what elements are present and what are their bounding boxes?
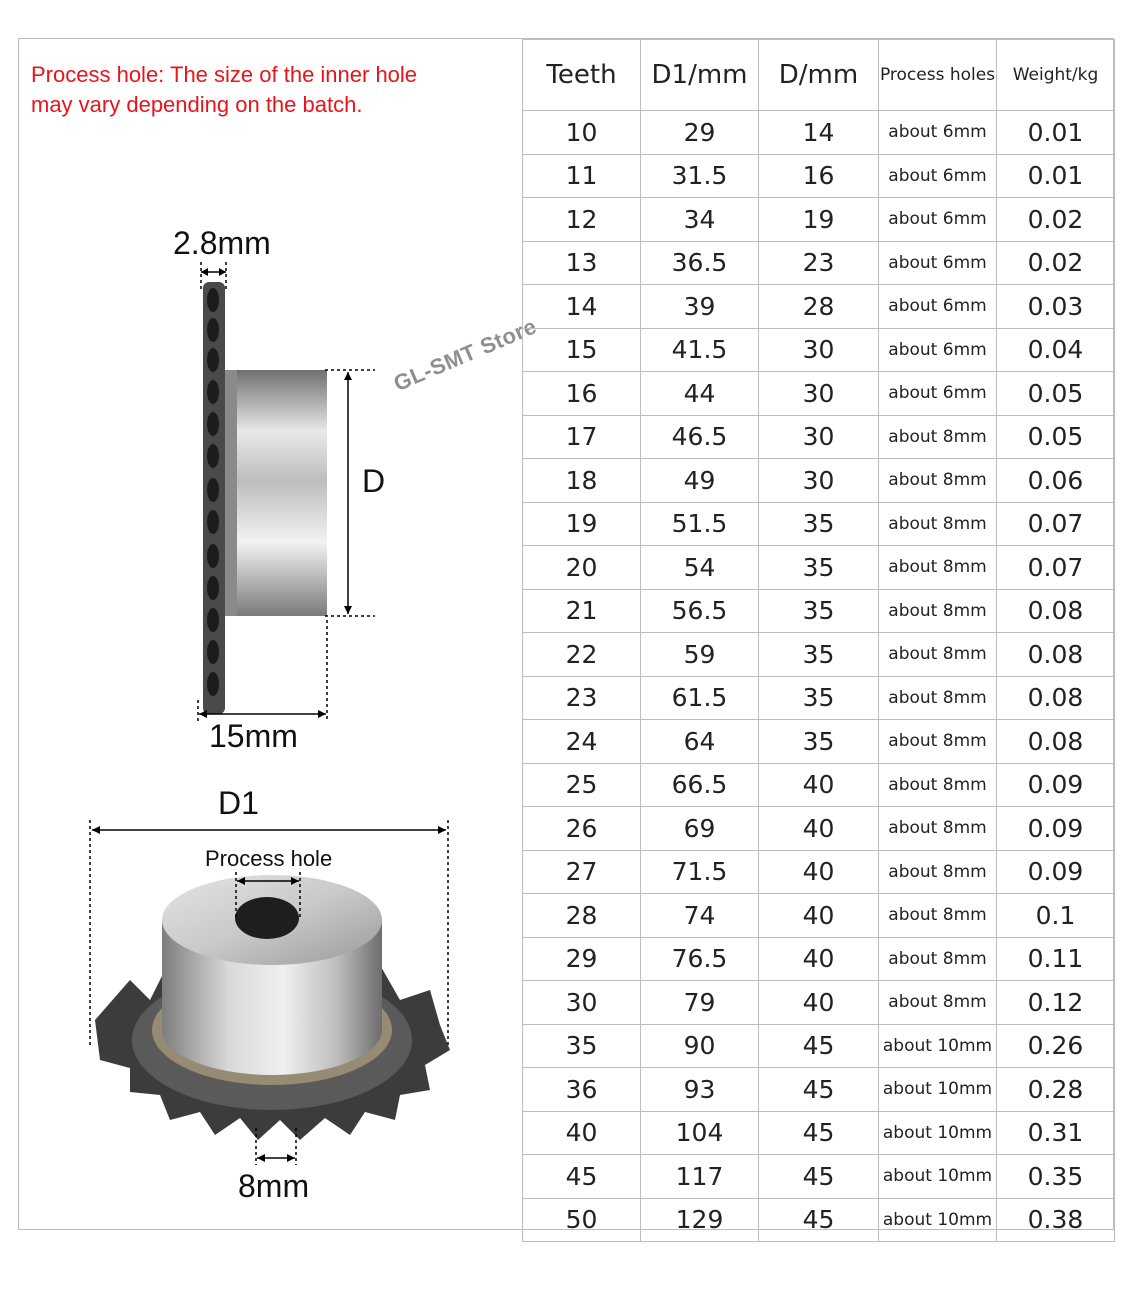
weight-cell: 0.35 [997, 1155, 1115, 1199]
table-row [523, 589, 1115, 633]
sprocket-spec-table [522, 39, 1115, 1242]
table-row [523, 415, 1115, 459]
side-view-sprocket [203, 282, 327, 714]
process-hole-cell: about 6mm [879, 372, 997, 416]
weight-cell: 0.03 [997, 285, 1115, 329]
d-cell: 28 [759, 285, 879, 329]
process-hole-cell: about 10mm [879, 1111, 997, 1155]
d-cell: 45 [759, 1198, 879, 1242]
weight-cell: 0.06 [997, 459, 1115, 503]
table-row [523, 850, 1115, 894]
sprocket-diagram [0, 0, 522, 1230]
teeth-cell: 17 [523, 415, 641, 459]
perspective-sprocket [95, 875, 450, 1140]
table-row [523, 1198, 1115, 1242]
d1-cell: 79 [641, 981, 759, 1025]
teeth-cell: 22 [523, 633, 641, 677]
weight-cell: 0.02 [997, 198, 1115, 242]
d1-cell: 49 [641, 459, 759, 503]
d1-cell: 129 [641, 1198, 759, 1242]
teeth-cell: 14 [523, 285, 641, 329]
teeth-cell: 10 [523, 111, 641, 155]
d-cell: 30 [759, 459, 879, 503]
d1-cell: 90 [641, 1024, 759, 1068]
d-cell: 35 [759, 589, 879, 633]
teeth-cell: 36 [523, 1068, 641, 1112]
teeth-cell: 23 [523, 676, 641, 720]
note-line-2: may vary depending on the batch. [31, 92, 363, 117]
weight-cell: 0.05 [997, 415, 1115, 459]
d-cell: 40 [759, 894, 879, 938]
teeth-cell: 28 [523, 894, 641, 938]
weight-cell: 0.04 [997, 328, 1115, 372]
process-hole-cell: about 10mm [879, 1068, 997, 1112]
d-cell: 35 [759, 502, 879, 546]
process-hole-cell: about 8mm [879, 502, 997, 546]
d1-cell: 74 [641, 894, 759, 938]
hub-side [225, 370, 327, 616]
table-body [523, 111, 1115, 1242]
d-cell: 30 [759, 415, 879, 459]
process-hole-cell: about 6mm [879, 241, 997, 285]
table-header-row [523, 40, 1115, 111]
d1-cell: 71.5 [641, 850, 759, 894]
teeth-cell: 26 [523, 807, 641, 851]
weight-cell: 0.11 [997, 937, 1115, 981]
teeth-cell: 12 [523, 198, 641, 242]
weight-cell: 0.01 [997, 154, 1115, 198]
d1-cell: 56.5 [641, 589, 759, 633]
d-cell: 40 [759, 937, 879, 981]
weight-cell: 0.26 [997, 1024, 1115, 1068]
d1-cell: 54 [641, 546, 759, 590]
process-hole-cell: about 6mm [879, 111, 997, 155]
weight-cell: 0.31 [997, 1111, 1115, 1155]
teeth-cell: 15 [523, 328, 641, 372]
process-hole-cell: about 10mm [879, 1198, 997, 1242]
process-hole-cell: about 8mm [879, 546, 997, 590]
process-hole-cell: about 10mm [879, 1155, 997, 1199]
table-row [523, 372, 1115, 416]
teeth-cell: 45 [523, 1155, 641, 1199]
header-teeth: Teeth [523, 40, 641, 111]
weight-cell: 0.07 [997, 502, 1115, 546]
weight-cell: 0.08 [997, 589, 1115, 633]
header-weight: Weight/kg [997, 40, 1115, 111]
process-hole-cell: about 8mm [879, 459, 997, 503]
d1-cell: 41.5 [641, 328, 759, 372]
hub-diameter-label: D [362, 463, 386, 499]
teeth-cell: 40 [523, 1111, 641, 1155]
d-cell: 30 [759, 328, 879, 372]
table-row [523, 894, 1115, 938]
teeth-cell: 27 [523, 850, 641, 894]
process-hole-cell: about 8mm [879, 807, 997, 851]
teeth-cell: 21 [523, 589, 641, 633]
store-watermark: GL-SMT Store [389, 313, 541, 397]
teeth-cell: 19 [523, 502, 641, 546]
weight-cell: 0.09 [997, 850, 1115, 894]
d1-cell: 59 [641, 633, 759, 677]
table-row [523, 807, 1115, 851]
process-hole-cell: about 8mm [879, 763, 997, 807]
weight-cell: 0.07 [997, 546, 1115, 590]
process-hole-cell: about 8mm [879, 633, 997, 677]
weight-cell: 0.28 [997, 1068, 1115, 1112]
weight-cell: 0.08 [997, 633, 1115, 677]
table-row [523, 1155, 1115, 1199]
table-row [523, 720, 1115, 764]
width-label: 15mm [209, 718, 298, 754]
table-row [523, 285, 1115, 329]
process-hole-cell: about 8mm [879, 720, 997, 764]
d1-cell: 66.5 [641, 763, 759, 807]
process-hole-cell: about 6mm [879, 328, 997, 372]
d-cell: 40 [759, 850, 879, 894]
weight-cell: 0.05 [997, 372, 1115, 416]
teeth-cell: 16 [523, 372, 641, 416]
header-d1: D1/mm [641, 40, 759, 111]
d-cell: 40 [759, 807, 879, 851]
teeth-cell: 11 [523, 154, 641, 198]
d1-cell: 39 [641, 285, 759, 329]
d-cell: 35 [759, 633, 879, 677]
weight-cell: 0.38 [997, 1198, 1115, 1242]
teeth-cell: 29 [523, 937, 641, 981]
process-hole-cell: about 10mm [879, 1024, 997, 1068]
d1-cell: 29 [641, 111, 759, 155]
d1-cell: 31.5 [641, 154, 759, 198]
table-row [523, 241, 1115, 285]
d1-cell: 61.5 [641, 676, 759, 720]
teeth-cell: 24 [523, 720, 641, 764]
table-row [523, 328, 1115, 372]
d-cell: 16 [759, 154, 879, 198]
process-hole [235, 897, 299, 939]
table-row [523, 981, 1115, 1025]
weight-cell: 0.09 [997, 763, 1115, 807]
teeth-cell: 50 [523, 1198, 641, 1242]
process-hole-cell: about 8mm [879, 850, 997, 894]
pitch-label: 8mm [238, 1168, 310, 1204]
weight-cell: 0.08 [997, 676, 1115, 720]
table-row [523, 198, 1115, 242]
d-cell: 35 [759, 720, 879, 764]
d1-cell: 64 [641, 720, 759, 764]
table-row [523, 546, 1115, 590]
d1-cell: 76.5 [641, 937, 759, 981]
d-cell: 35 [759, 546, 879, 590]
d1-cell: 93 [641, 1068, 759, 1112]
header-d: D/mm [759, 40, 879, 111]
teeth-cell: 20 [523, 546, 641, 590]
note-line-1: Process hole: The size of the inner hole [31, 62, 418, 87]
process-hole-cell: about 8mm [879, 981, 997, 1025]
table-row [523, 1111, 1115, 1155]
teeth-cell: 25 [523, 763, 641, 807]
d-cell: 30 [759, 372, 879, 416]
d-cell: 19 [759, 198, 879, 242]
table-row [523, 937, 1115, 981]
table-row [523, 502, 1115, 546]
table-row [523, 154, 1115, 198]
d-cell: 14 [759, 111, 879, 155]
process-hole-cell: about 6mm [879, 285, 997, 329]
teeth-cell: 30 [523, 981, 641, 1025]
teeth-cell: 35 [523, 1024, 641, 1068]
teeth-cell: 18 [523, 459, 641, 503]
table-row [523, 111, 1115, 155]
d1-cell: 34 [641, 198, 759, 242]
process-hole-cell: about 8mm [879, 894, 997, 938]
table-row [523, 459, 1115, 503]
process-hole-cell: about 6mm [879, 198, 997, 242]
d1-cell: 44 [641, 372, 759, 416]
d1-cell: 36.5 [641, 241, 759, 285]
process-hole-cell: about 6mm [879, 154, 997, 198]
table-row [523, 1024, 1115, 1068]
weight-cell: 0.02 [997, 241, 1115, 285]
process-hole-cell: about 8mm [879, 415, 997, 459]
thickness-label: 2.8mm [173, 225, 271, 261]
d-cell: 45 [759, 1111, 879, 1155]
d1-cell: 69 [641, 807, 759, 851]
process-hole-label: Process hole [205, 846, 333, 871]
d-cell: 45 [759, 1155, 879, 1199]
outer-diameter-label: D1 [218, 785, 259, 821]
table-row [523, 633, 1115, 677]
weight-cell: 0.08 [997, 720, 1115, 764]
d-cell: 40 [759, 981, 879, 1025]
table-row [523, 763, 1115, 807]
d-cell: 45 [759, 1068, 879, 1112]
weight-cell: 0.01 [997, 111, 1115, 155]
d-cell: 45 [759, 1024, 879, 1068]
d-cell: 23 [759, 241, 879, 285]
d-cell: 40 [759, 763, 879, 807]
d1-cell: 51.5 [641, 502, 759, 546]
d-cell: 35 [759, 676, 879, 720]
teeth-cell: 13 [523, 241, 641, 285]
header-process-holes: Process holes [879, 40, 997, 111]
process-hole-cell: about 8mm [879, 676, 997, 720]
d1-cell: 46.5 [641, 415, 759, 459]
d1-cell: 117 [641, 1155, 759, 1199]
process-hole-cell: about 8mm [879, 937, 997, 981]
weight-cell: 0.09 [997, 807, 1115, 851]
process-hole-cell: about 8mm [879, 589, 997, 633]
weight-cell: 0.1 [997, 894, 1115, 938]
weight-cell: 0.12 [997, 981, 1115, 1025]
table-row [523, 676, 1115, 720]
table-row [523, 1068, 1115, 1112]
d1-cell: 104 [641, 1111, 759, 1155]
